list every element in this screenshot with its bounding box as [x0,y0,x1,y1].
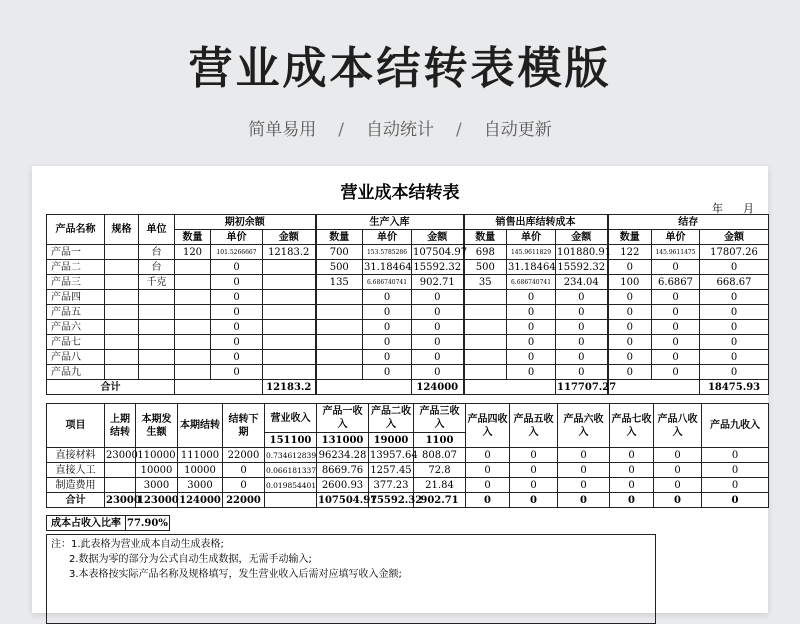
notes-box [46,534,656,624]
year-label: 年 [712,202,723,215]
tag-separator: / [338,120,344,140]
table-cell: 6.686740741 [363,275,412,290]
table-cell [316,365,363,380]
table-cell [105,290,139,305]
table-cell: 234.04 [556,275,608,290]
note-line: 2.数据为零的部分为公式自动生成数据，无需手动输入; [69,554,312,565]
table-cell: 0 [608,290,652,305]
table-cell [139,365,175,380]
tagline [0,115,800,140]
hero-title: 营业成本结转表模版 [188,43,612,94]
table-cell [139,305,175,320]
col-amount: 金额 [263,230,316,245]
cost-header-cell: 本期发生额 [136,404,178,448]
cost-header-cell: 产品二收入 [369,404,414,433]
col-unit: 单位 [139,215,175,245]
table-cell: 0 [211,260,263,275]
table-cell: 0 [556,335,608,350]
table-cell [464,350,507,365]
table-cell: 3000 [178,478,223,493]
col-qty: 数量 [608,230,652,245]
table-cell: 0 [652,335,700,350]
table-cell: 0 [654,463,702,478]
tag-auto-update: 自动更新 [483,120,552,140]
table-cell: 110000 [137,449,176,461]
table-cell: 0 [363,350,412,365]
table-cell: 700 [316,245,363,260]
product-name-cell: 产品八 [47,350,105,365]
table-cell: 35 [464,275,507,290]
table-cell: 0 [507,305,556,320]
cost-header-cell: 产品一收入 [317,404,369,433]
table-row [47,448,769,463]
table-cell: 698 [464,245,507,260]
revenue-cell: 131000 [317,433,369,448]
table-cell: 124000 [179,494,221,506]
table-cell: 台 [139,260,175,275]
table-cell: 15592.32 [556,260,608,275]
table-cell: 101880.91 [557,246,612,258]
table-cell: 0 [700,365,769,380]
table-cell: 0 [510,493,558,508]
cost-header-cell: 产品四收入 [466,404,510,448]
table-cell: 153.5785286 [363,245,412,260]
table-cell [464,335,507,350]
sheet-title: 营业成本结转表 [340,183,460,203]
cost-header-cell: 营业收入 [265,404,317,433]
table-cell: 0 [608,320,652,335]
table-cell: 15592.32 [412,260,464,275]
table-cell: 0 [556,290,608,305]
revenue-cell: 151100 [265,433,317,448]
table-cell [105,320,139,335]
table-cell: 台 [139,245,175,260]
table-cell: 0 [700,305,769,320]
empty-cell [316,380,412,395]
table-cell: 0 [466,448,510,463]
table-cell [263,275,316,290]
table-row [47,350,769,365]
table-row [47,320,769,335]
table-cell: 0 [652,365,700,380]
tag-easy: 简单易用 [248,120,317,140]
table-cell [105,350,139,365]
total-cell: 18475.93 [700,380,769,395]
month-label: 月 [743,202,754,215]
table-cell: 22000 [223,493,265,508]
table-cell: 0 [610,493,654,508]
table-cell: 0 [507,320,556,335]
col-amount: 金额 [412,230,464,245]
table-cell: 902.71 [412,275,464,290]
cost-header-row [47,404,769,433]
table-cell [105,365,139,380]
table-cell: 0 [412,335,464,350]
table-cell: 0 [412,290,464,305]
table-cell [263,290,316,305]
table-cell: 0 [652,290,700,305]
ratio-label: 成本占收入比率 [47,516,126,531]
table-cell: 1257.45 [370,464,412,476]
table-cell [316,290,363,305]
table-cell [175,350,211,365]
table-cell: 0 [702,448,769,463]
table-cell: 808.07 [414,448,466,463]
group-closing-stock: 结存 [608,215,769,230]
total-cell: 117707.27 [557,381,617,393]
table-cell: 96234.28 [317,448,369,463]
table-cell: 0 [700,260,769,275]
table-cell: 23000 [106,494,141,506]
table-cell: 0 [654,478,702,493]
table-cell: 0 [700,290,769,305]
table-row [47,275,769,290]
table-cell [175,305,211,320]
product-name-cell: 产品六 [47,320,105,335]
table-cell: 6.6867 [652,275,700,290]
table-cell: 0 [556,320,608,335]
table-cell [464,365,507,380]
inventory-table [46,214,769,395]
table-cell: 0 [510,478,558,493]
table-row [47,365,769,380]
table-cell: 0 [700,320,769,335]
table-cell: 0 [507,290,556,305]
table-cell: 31.18464 [508,261,556,273]
table-cell: 0 [608,350,652,365]
spreadsheet-preview [32,166,768,613]
empty-cell [608,380,700,395]
table-cell [263,335,316,350]
table-cell: 0 [556,305,608,320]
table-cell [175,275,211,290]
total-cell: 124000 [412,380,464,395]
table-cell [263,320,316,335]
table-cell: 0.734612839 [265,448,317,463]
cost-header-cell: 产品三收入 [414,404,466,433]
table-cell: 0 [363,305,412,320]
table-cell: 0 [211,335,263,350]
table-cell [175,290,211,305]
table-cell: 22000 [223,448,265,463]
cost-item-cell: 合计 [47,493,105,508]
table-cell: 2600.93 [317,478,369,493]
table-cell: 0 [466,478,510,493]
table-cell: 377.23 [369,478,414,493]
table-cell: 0 [510,463,558,478]
cost-header-cell: 上期结转 [105,404,136,448]
col-price: 单价 [363,230,412,245]
table-cell [464,305,507,320]
table-cell: 0 [608,305,652,320]
table-cell: 0 [211,365,263,380]
table-cell: 0 [223,478,265,493]
cost-header-cell: 产品九收入 [702,404,769,448]
col-price: 单价 [211,230,263,245]
empty-cell [175,380,263,395]
product-name-cell: 产品七 [47,335,105,350]
product-name-cell: 产品九 [47,365,105,380]
cost-header-cell: 产品八收入 [654,404,702,448]
table-cell: 0 [363,320,412,335]
table-cell [105,260,139,275]
table-cell: 0 [654,493,702,508]
table-cell [175,365,211,380]
ratio-table [46,515,170,531]
table-cell: 10000 [178,463,223,478]
table-cell: 0 [652,260,700,275]
table-cell: 0 [702,463,769,478]
col-price: 单价 [507,230,556,245]
table-cell: 0 [556,350,608,365]
table-cell: 6.686740741 [507,275,556,290]
product-name-cell: 产品二 [47,260,105,275]
table-cell: 0 [211,290,263,305]
cost-table [46,403,769,508]
table-row [47,260,769,275]
group-opening-balance: 期初余额 [175,215,316,230]
table-cell: 0 [610,463,654,478]
table-cell: 千克 [139,275,175,290]
cost-header-cell: 产品五收入 [510,404,558,448]
note-line: 注：1.此表格为营业成本自动生成表格; [51,539,224,550]
cost-item-cell: 制造费用 [47,478,105,493]
table-cell [265,493,317,508]
cost-header-cell: 产品七收入 [610,404,654,448]
table-cell [105,305,139,320]
table-cell [139,320,175,335]
table-cell: 3000 [136,478,178,493]
revenue-cell: 1100 [414,433,466,448]
table-cell [316,320,363,335]
table-row [47,290,769,305]
table-cell [316,350,363,365]
table-cell: 145.9611829 [507,245,556,260]
table-cell: 0 [702,478,769,493]
table-cell: 0 [558,478,610,493]
table-cell: 0 [608,260,652,275]
table-cell: 120 [175,245,211,260]
table-cell [464,290,507,305]
table-cell: 0 [363,335,412,350]
table-cell [316,335,363,350]
tag-auto-stat: 自动统计 [366,120,434,140]
product-name-cell: 产品三 [47,275,105,290]
table-cell [263,305,316,320]
table-cell: 0 [211,350,263,365]
table-cell: 12183.2 [263,245,316,260]
table-cell [105,463,136,478]
table-cell: 72.8 [414,463,466,478]
table-cell: 0.066181337 [265,463,317,478]
table-cell [139,290,175,305]
revenue-cell: 19000 [369,433,414,448]
table-cell: 8669.76 [317,463,369,478]
table-cell [263,350,316,365]
table-cell: 0 [507,365,556,380]
table-cell: 0 [558,493,610,508]
table-cell: 0 [412,320,464,335]
table-cell [175,335,211,350]
note-line: 3.本表格按实际产品名称及规格填写，发生营业收入后需对应填写收入金额; [69,569,402,580]
cost-header-cell: 本期结转 [178,404,223,448]
table-cell: 0 [507,335,556,350]
table-cell: 0 [702,493,769,508]
table-cell: 17807.26 [700,245,769,260]
table-cell: 0 [700,335,769,350]
col-price: 单价 [652,230,700,245]
table-cell: 0 [556,365,608,380]
table-row [47,305,769,320]
table-cell: 0 [608,335,652,350]
table-cell: 15592.32 [370,494,423,506]
table-cell: 0 [223,463,265,478]
table-cell: 107504.97 [413,246,468,258]
cost-header-cell: 结转下期 [223,404,265,448]
product-name-cell: 产品四 [47,290,105,305]
table-cell: 123000 [137,494,179,506]
total-row [47,380,769,395]
table-cell: 0 [211,305,263,320]
col-product-name: 产品名称 [47,215,105,245]
table-cell: 107504.97 [318,494,378,506]
table-cell: 135 [316,275,363,290]
table-row [47,335,769,350]
table-cell: 0 [610,478,654,493]
table-cell: 0 [412,365,464,380]
table-cell: 0 [652,305,700,320]
col-amount: 金额 [556,230,608,245]
col-qty: 数量 [316,230,363,245]
table-row [47,478,769,493]
table-cell: 13957.64 [370,449,418,461]
total-cell: 12183.2 [263,380,316,395]
table-row [47,493,769,508]
table-cell: 0 [608,365,652,380]
table-cell: 0 [700,350,769,365]
table-cell: 0 [412,305,464,320]
group-sales-cost: 销售出库结转成本 [464,215,608,230]
table-cell [263,365,316,380]
table-cell: 0 [466,463,510,478]
col-qty: 数量 [464,230,507,245]
product-name-cell: 产品五 [47,305,105,320]
table-cell: 0 [652,320,700,335]
table-cell: 500 [316,260,363,275]
table-cell [464,320,507,335]
table-cell [175,260,211,275]
table-cell: 0 [654,448,702,463]
table-cell: 111000 [178,448,223,463]
table-cell [139,335,175,350]
col-qty: 数量 [175,230,211,245]
table-cell: 23000 [106,449,138,461]
table-cell: 21.84 [414,478,466,493]
table-row [47,463,769,478]
product-name-cell: 产品一 [47,245,105,260]
cost-header-cell: 项目 [47,404,105,448]
ratio-value: 77.90% [127,517,168,529]
table-cell: 0 [412,350,464,365]
table-cell: 902.71 [414,493,466,508]
table-cell: 500 [464,260,507,275]
table-cell: 0 [211,320,263,335]
table-cell: 0 [466,493,510,508]
table-cell: 0 [507,350,556,365]
col-spec: 规格 [105,215,139,245]
table-cell: 101.5266667 [211,245,263,260]
table-cell [263,260,316,275]
empty-cell [464,380,556,395]
table-cell: 122 [608,245,652,260]
table-cell: 0 [211,275,263,290]
table-cell: 145.9611475 [652,245,700,260]
table-cell [139,350,175,365]
group-production-in: 生产入库 [316,215,464,230]
table-cell: 31.18464 [364,261,412,273]
table-cell: 0 [610,448,654,463]
table-cell: 0.019854401 [265,478,317,493]
table-cell [105,275,139,290]
cost-item-cell: 直接材料 [47,448,105,463]
table-cell: 0 [558,448,610,463]
table-cell: 0 [363,365,412,380]
cost-header-cell: 产品六收入 [558,404,610,448]
table-cell [105,245,139,260]
table-cell [316,305,363,320]
table-cell [105,478,136,493]
table-cell: 668.67 [700,275,769,290]
table-cell: 0 [363,290,412,305]
table-cell [105,335,139,350]
tag-separator: / [456,120,462,140]
cost-item-cell: 直接人工 [47,463,105,478]
table-row [47,245,769,260]
table-cell: 100 [608,275,652,290]
table-cell: 0 [558,463,610,478]
table-cell: 0 [510,448,558,463]
table-cell: 0 [652,350,700,365]
col-amount: 金额 [700,230,769,245]
table-cell [175,320,211,335]
table-cell: 10000 [136,463,178,478]
total-cell: 合计 [47,380,175,395]
